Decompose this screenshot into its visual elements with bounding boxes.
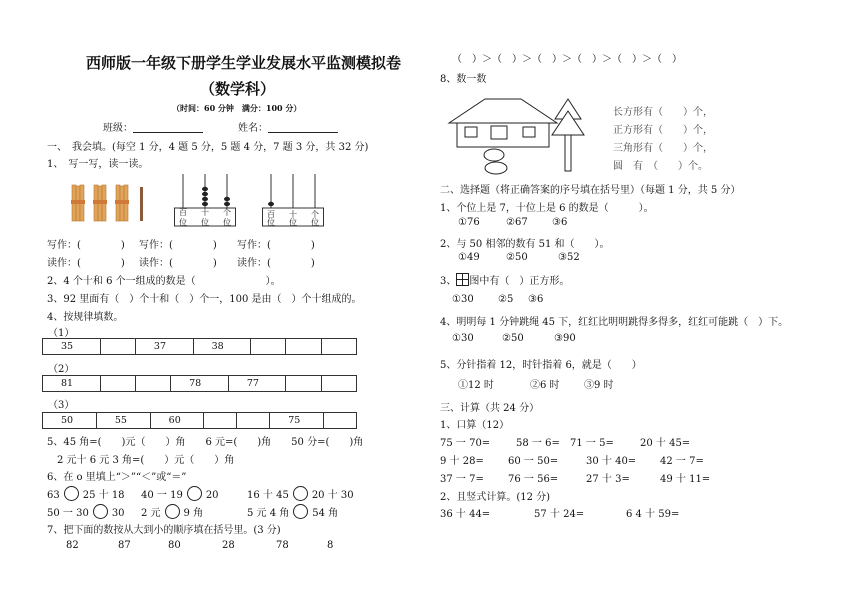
seq1-cell[interactable] [321, 339, 356, 355]
seq2-cell[interactable]: 78 [171, 376, 229, 392]
time-info: （时间：60 分钟 满分：100 分） [172, 103, 302, 113]
write-3[interactable]: 写作：( ) [237, 240, 315, 251]
seq1-label: （1） [48, 328, 75, 339]
section3-heading: 三、计算（共 24 分） [440, 403, 540, 414]
oral-item[interactable]: 42 一 7= [660, 456, 704, 467]
seq3-cell[interactable]: 75 [270, 413, 324, 429]
abacus2-label-ones: 个 [311, 210, 319, 219]
seq1-cell[interactable]: 38 [193, 339, 251, 355]
abacus-label-tens: 十 [201, 208, 209, 217]
seq2-cell[interactable] [135, 376, 170, 392]
q7-number: 80 [168, 540, 181, 551]
oral-item[interactable]: 37 一 7= [440, 474, 484, 485]
question-2: 2、4 个十和 6 个一组成的数是（ ）。 [47, 276, 281, 287]
read-3[interactable]: 读作：( ) [237, 258, 315, 269]
option[interactable]: ②6 时 [530, 380, 560, 391]
compare-row-1 [47, 486, 354, 501]
question-5a: 5、45 角=( )元（ ）角 6 元=( )角 50 分=( )角 [47, 437, 364, 448]
read-1[interactable]: 读作：( ) [47, 258, 125, 269]
compare-circle[interactable] [293, 504, 308, 519]
sequence-table-2 [42, 375, 357, 392]
class-label: 班级： [103, 123, 133, 134]
q7-number: 8 [327, 540, 334, 551]
vertical-item[interactable]: 6 4 十 59= [626, 509, 680, 520]
option[interactable]: ②67 [506, 217, 528, 228]
option[interactable]: ①30 [452, 294, 474, 305]
cmp-right: 20 十 30 [311, 490, 354, 501]
option[interactable]: ③6 [552, 217, 568, 228]
write-1[interactable]: 写作：( ) [47, 240, 125, 251]
choice-3-text: 图中有（ ）正方形。 [469, 276, 570, 287]
section2-heading: 二、选择题（将正确答案的序号填在括号里）（每题 1 分，共 5 分） [440, 185, 741, 196]
name-label: 姓名： [238, 123, 268, 134]
seq3-cell[interactable]: 50 [43, 413, 97, 429]
cmp-right: 20 [205, 490, 219, 501]
page-title: 西师版一年级下册学生学业发展水平监测模拟卷 [86, 54, 402, 72]
oral-item[interactable]: 60 一 50= [508, 456, 559, 467]
compare-circle[interactable] [165, 504, 180, 519]
question-5b: 2 元十 6 元 3 角=( ）元（ ）角 [47, 455, 235, 466]
name-blank[interactable] [268, 122, 338, 133]
seq2-cell[interactable] [100, 376, 135, 392]
choice-3 [440, 272, 569, 287]
count-circles[interactable]: 圆 有 （ ）个。 [613, 161, 708, 172]
seq2-cell[interactable] [286, 376, 321, 392]
seq3-cell[interactable]: 60 [150, 413, 204, 429]
count-rectangles[interactable]: 长方形有（ ）个， [613, 107, 713, 118]
oral-title: 1、口算（12） [440, 420, 510, 431]
q7-number: 87 [118, 540, 131, 551]
abacus-label-ones: 个 [223, 208, 231, 217]
compare-row-2 [47, 504, 339, 519]
subject-title: （数学科） [200, 80, 276, 98]
q7-answer-blanks[interactable]: （ ）＞（ ）＞（ ）＞（ ）＞（ ）＞（ ） [452, 54, 682, 65]
question-4: 4、按规律填数。 [47, 312, 124, 323]
q7-number: 82 [66, 540, 79, 551]
vertical-title: 2、且竖式计算。(12 分) [440, 492, 551, 503]
seq3-cell[interactable] [324, 413, 357, 429]
cmp-left: 16 十 45 [247, 490, 289, 501]
vertical-item[interactable]: 57 十 24= [534, 509, 585, 520]
question-1: 1、 写一写，读一读。 [47, 159, 149, 170]
section1-heading: 一、 我会填。(每空 1 分，4 题 5 分，5 题 4 分，7 题 3 分，共 32 分) [47, 142, 369, 153]
choice-4: 4、明明每 1 分钟跳绳 45 下，红红比明明跳得多得多，红红可能跳（ ）下。 [440, 317, 789, 328]
class-field [103, 119, 203, 134]
grid-square-icon [456, 273, 469, 286]
seq1-cell[interactable] [100, 339, 135, 355]
choice-1: 1、个位上是 7，十位上是 6 的数是（ ）。 [440, 203, 654, 214]
option[interactable]: ③9 时 [584, 380, 614, 391]
oral-item[interactable]: 75 一 70= [440, 438, 491, 449]
cmp-right: 9 角 [183, 508, 204, 519]
sequence-table-3 [42, 412, 357, 429]
cmp-right: 54 角 [312, 508, 339, 519]
cmp-left: 63 [47, 490, 60, 501]
name-field [238, 119, 338, 134]
choice-2: 2、与 50 相邻的数有 51 和（ ）。 [440, 239, 610, 250]
oral-item[interactable]: 27 十 3= [586, 474, 630, 485]
question-3: 3、92 里面有（ ）个十和（ ）个一，100 是由（ ）个十组成的。 [47, 294, 362, 305]
abacus2-label-hundreds: 百 [267, 210, 275, 219]
cmp-left: 5 元 4 角 [247, 508, 290, 519]
count-triangles[interactable]: 三角形有（ ）个， [613, 143, 713, 154]
abacus-label-hundreds: 百 [179, 208, 187, 217]
option[interactable]: ①12 时 [458, 380, 494, 391]
write-2[interactable]: 写作：( ) [139, 240, 217, 251]
oral-item[interactable]: 20 十 45= [640, 438, 691, 449]
seq1-cell[interactable] [251, 339, 286, 355]
compare-circle[interactable] [93, 504, 108, 519]
option[interactable]: ②50 [506, 252, 528, 263]
seq2-cell[interactable] [321, 376, 356, 392]
seq1-cell[interactable]: 37 [135, 339, 193, 355]
question-7: 7、把下面的数按从大到小的顺序填在括号里。(3 分) [47, 525, 281, 536]
option[interactable]: ②5 [498, 294, 514, 305]
compare-circle[interactable] [293, 486, 308, 501]
option[interactable]: ②50 [502, 333, 524, 344]
seq3-cell[interactable]: 55 [96, 413, 150, 429]
question-6: 6、在 o 里填上“＞”“＜”或“＝” [47, 472, 187, 483]
count-squares[interactable]: 正方形有（ ）个， [613, 125, 713, 136]
cmp-left: 40 一 19 [141, 490, 183, 501]
q7-number: 78 [276, 540, 289, 551]
question-8: 8、数一数 [440, 74, 487, 85]
compare-circle[interactable] [64, 486, 79, 501]
option[interactable]: ①30 [452, 333, 474, 344]
q7-number: 28 [222, 540, 235, 551]
cmp-left: 50 一 30 [47, 508, 89, 519]
oral-item[interactable]: 9 十 28= [440, 456, 484, 467]
seq1-cell[interactable] [286, 339, 321, 355]
abacus2-label-tens: 十 [289, 210, 297, 219]
read-2[interactable]: 读作：( ) [139, 258, 217, 269]
seq2-label: （2） [48, 364, 75, 375]
shapes-house-tree-image [447, 97, 627, 177]
seq2-cell[interactable]: 81 [43, 376, 101, 392]
cmp-right: 25 十 18 [82, 490, 125, 501]
oral-item[interactable]: 58 一 6= [516, 438, 560, 449]
cmp-right: 30 [111, 508, 125, 519]
seq1-cell[interactable]: 35 [43, 339, 101, 355]
oral-item[interactable]: 76 一 56= [508, 474, 559, 485]
cmp-left: 2 元 [141, 508, 161, 519]
option[interactable]: ③6 [528, 294, 544, 305]
counting-sticks-image [70, 183, 160, 225]
choice-3-number: 3、 [440, 276, 457, 287]
seq2-cell[interactable]: 77 [228, 376, 286, 392]
seq3-cell[interactable] [237, 413, 270, 429]
oral-item[interactable]: 49 十 11= [660, 474, 711, 485]
seq3-cell[interactable] [204, 413, 237, 429]
option[interactable]: ①76 [458, 217, 480, 228]
shape-count-list [613, 104, 713, 176]
oral-item[interactable]: 30 十 40= [586, 456, 637, 467]
option[interactable]: ①49 [458, 252, 480, 263]
compare-circle[interactable] [187, 486, 202, 501]
choice-5: 5、分针指着 12，时针指着 6，就是（ ） [440, 360, 642, 371]
option[interactable]: ③52 [558, 252, 580, 263]
option[interactable]: ③90 [554, 333, 576, 344]
class-blank[interactable] [133, 122, 203, 133]
oral-item[interactable]: 71 一 5= [570, 438, 614, 449]
seq3-label: （3） [48, 400, 75, 411]
sequence-table-1 [42, 338, 357, 355]
vertical-item[interactable]: 36 十 44= [440, 509, 491, 520]
